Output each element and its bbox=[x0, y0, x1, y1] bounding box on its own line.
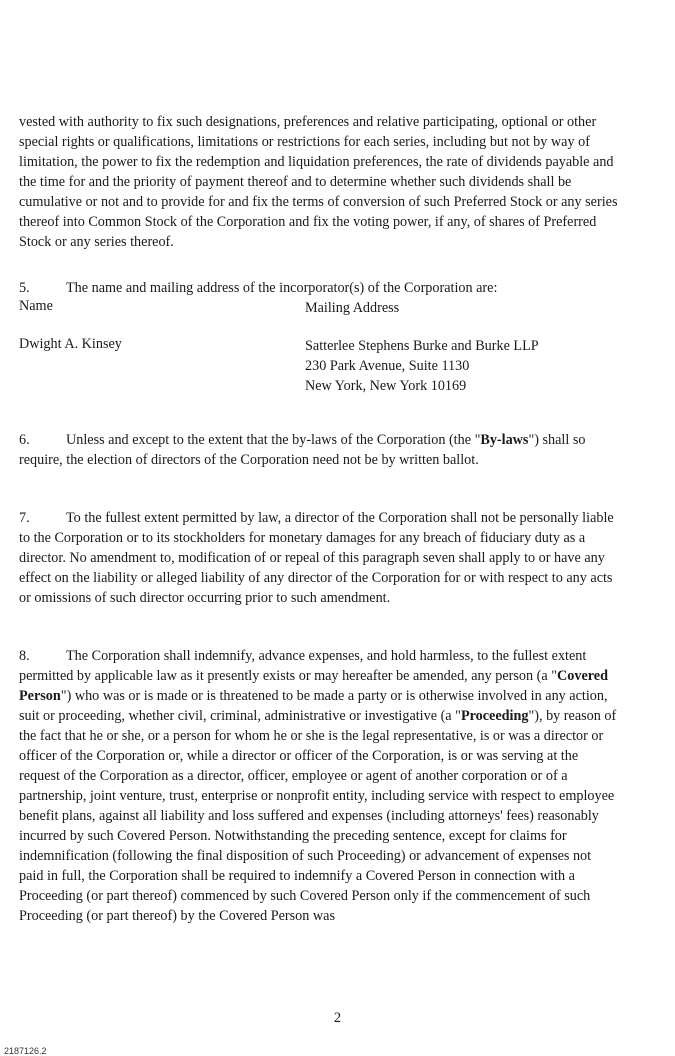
address-line-1: Satterlee Stephens Burke and Burke LLP bbox=[305, 338, 539, 354]
section-8-text-3: "), by reason of the fact that he or she, or a person for whom he or she is the legal representative, is or was a director or officer of the Corporation or, while a director or officer of the Corporation, is or was serving at the request of the Corporation as a director, officer, employee or agent of another corporation or of a partnership, joint venture, trust, enterprise or nonprofit entity, including service with respect to employee benefit plans, against all liability and loss suffered and expenses (including attorneys' fees) reasonably incurred by such Covered Person. Notwithstanding the preceding sentence, except for claims for indemnification (following the final disposition of such Proceeding) or advancement of expenses not paid in full, the Corporation shall be required to indemnify a Covered Person in connection with a Proceeding (or part thereof) commenced by such Covered Person only if the commencement of such Proceeding (or part thereof) by the Covered Person was bbox=[19, 708, 617, 924]
address-line-2: 230 Park Avenue, Suite 1130 bbox=[305, 358, 470, 374]
section-6-defined-term: By-laws bbox=[480, 432, 529, 448]
section-8-term-proceeding: Proceeding bbox=[460, 708, 529, 724]
section-6-text-before: Unless and except to the extent that the by-laws of the Corporation (the " bbox=[66, 432, 481, 448]
name-column-header: Name bbox=[19, 298, 53, 314]
address-line-3: New York, New York 10169 bbox=[305, 378, 467, 394]
section-7-paragraph bbox=[19, 508, 619, 608]
section-8-text-1: The Corporation shall indemnify, advance expenses, and hold harmless, to the fullest extent permitted by applicable law as it presently exists or may hereafter be amended, any person (a " bbox=[19, 648, 587, 684]
section-5-text: The name and mailing address of the incorporator(s) of the Corporation are: bbox=[66, 280, 498, 296]
document-id: 2187126.2 bbox=[4, 1046, 47, 1056]
section-6-paragraph bbox=[19, 430, 619, 470]
section-5-intro bbox=[19, 278, 619, 298]
section-7-number: 7. bbox=[19, 510, 30, 526]
mailing-address-column-header: Mailing Address bbox=[305, 300, 400, 316]
section-8-term-covered-person: Covered Person bbox=[19, 668, 608, 704]
continuation-paragraph: vested with authority to fix such designations, preferences and relative participating, optional or other special rights or qualifications, limitations or restrictions for each series, including but not by way of limitation, the power to fix the redemption and liquidation preferences, the rate of dividends payable and the time for and the priority of payment thereof and to determine whether such dividends shall be cumulative or not and to provide for and fix the terms of conversion of such Preferred Stock or any series thereof into Common Stock of the Corporation and fix the voting power, if any, of shares of Preferred Stock or any series thereof. bbox=[19, 114, 618, 250]
section-6-text-after: ") shall so require, the election of directors of the Corporation need not be by written ballot. bbox=[19, 432, 586, 468]
section-8-paragraph bbox=[19, 646, 619, 926]
section-8-number: 8. bbox=[19, 648, 30, 664]
section-7-text: To the fullest extent permitted by law, a director of the Corporation shall not be personally liable to the Corporation or to its stockholders for monetary damages for any breach of fiduciary duty as a director. No amendment to, modification of or repeal of this paragraph seven shall apply to or have any effect on the liability or alleged liability of any director of the Corporation for or with respect to any acts or omissions of such director occurring prior to such amendment. bbox=[19, 510, 614, 606]
incorporator-address bbox=[305, 336, 539, 396]
page-number: 2 bbox=[333, 1010, 342, 1026]
section-5-number: 5. bbox=[19, 280, 30, 296]
section-8-text-2: ") who was or is made or is threatened to be made a party or is otherwise involved in any action, suit or proceeding, whether civil, criminal, administrative or investigative (a " bbox=[19, 688, 608, 724]
incorporator-name: Dwight A. Kinsey bbox=[19, 336, 122, 352]
section-6-number: 6. bbox=[19, 432, 30, 448]
